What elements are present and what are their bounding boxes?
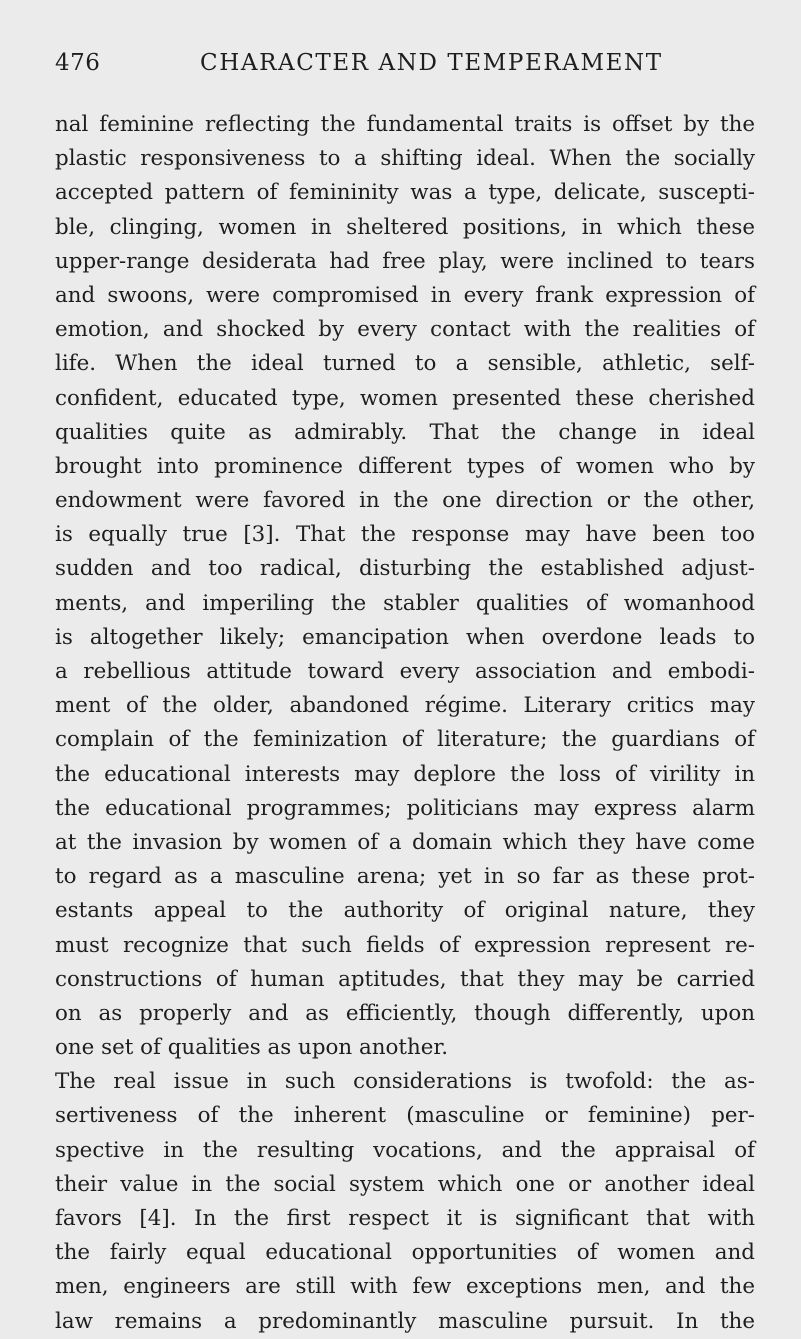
text-line: upper-range desiderata had free play, were inclined to tears bbox=[55, 248, 755, 274]
page-header bbox=[55, 50, 755, 90]
text-line: men, engineers are still with few exceptions men, and the bbox=[55, 1274, 755, 1300]
text-line: confident, educated type, women presented these cherished bbox=[55, 385, 755, 411]
text-line: complain of the feminization of literature; the guardians of bbox=[55, 727, 755, 753]
text-line: accepted pattern of femininity was a type, delicate, suscepti- bbox=[55, 180, 755, 206]
text-line: one set of qualities as upon another. bbox=[55, 1035, 449, 1061]
text-line: to regard as a masculine arena; yet in so far as these prot- bbox=[55, 864, 755, 890]
text-line: brought into prominence different types of women who by bbox=[55, 453, 755, 479]
text-line: must recognize that such fields of expression represent re- bbox=[55, 932, 755, 958]
text-line: emotion, and shocked by every contact with the realities of bbox=[55, 317, 755, 343]
text-line: The real issue in such considerations is twofold: the as- bbox=[55, 1069, 755, 1095]
text-line: constructions of human aptitudes, that they may be carried bbox=[55, 966, 755, 992]
running-head: CHARACTER AND TEMPERAMENT bbox=[200, 50, 663, 76]
text-line: spective in the resulting vocations, and the appraisal of bbox=[55, 1137, 755, 1163]
text-line: ment of the older, abandoned régime. Literary critics may bbox=[55, 693, 755, 719]
body-text bbox=[55, 108, 755, 1339]
text-line: law remains a predominantly masculine pursuit. In the bbox=[55, 1308, 755, 1334]
text-line: plastic responsiveness to a shifting ideal. When the socially bbox=[55, 146, 755, 172]
text-line: at the invasion by women of a domain which they have come bbox=[55, 829, 755, 855]
text-line: endowment were favored in the one direction or the other, bbox=[55, 488, 755, 514]
text-line: sertiveness of the inherent (masculine or feminine) per- bbox=[55, 1103, 755, 1129]
text-line: and swoons, were compromised in every frank expression of bbox=[55, 282, 755, 308]
text-line: their value in the social system which one or another ideal bbox=[55, 1171, 755, 1197]
page-number: 476 bbox=[55, 50, 101, 76]
text-line: nal feminine reflecting the fundamental traits is offset by the bbox=[55, 112, 755, 137]
text-line: sudden and too radical, disturbing the established adjust- bbox=[55, 556, 755, 582]
text-line: favors [4]. In the first respect it is significant that with bbox=[55, 1206, 755, 1231]
text-line: is equally true [3]. That the response may have been too bbox=[55, 522, 755, 548]
text-line: ble, clinging, women in sheltered positions, in which these bbox=[55, 214, 755, 240]
text-line: the educational interests may deplore the loss of virility in bbox=[55, 761, 755, 787]
text-line: the educational programmes; politicians may express alarm bbox=[55, 795, 755, 821]
text-line: a rebellious attitude toward every association and embodi- bbox=[55, 659, 755, 684]
text-line: ments, and imperiling the stabler qualities of womanhood bbox=[55, 590, 755, 616]
text-line: estants appeal to the authority of original nature, they bbox=[55, 898, 755, 924]
text-line: on as properly and as efficiently, though differently, upon bbox=[55, 1000, 755, 1026]
text-line: is altogether likely; emancipation when overdone leads to bbox=[55, 624, 755, 650]
text-line: life. When the ideal turned to a sensible, athletic, self- bbox=[55, 351, 755, 377]
text-line: qualities quite as admirably. That the change in ideal bbox=[55, 419, 755, 445]
text-line: the fairly equal educational opportunities of women and bbox=[55, 1240, 755, 1266]
